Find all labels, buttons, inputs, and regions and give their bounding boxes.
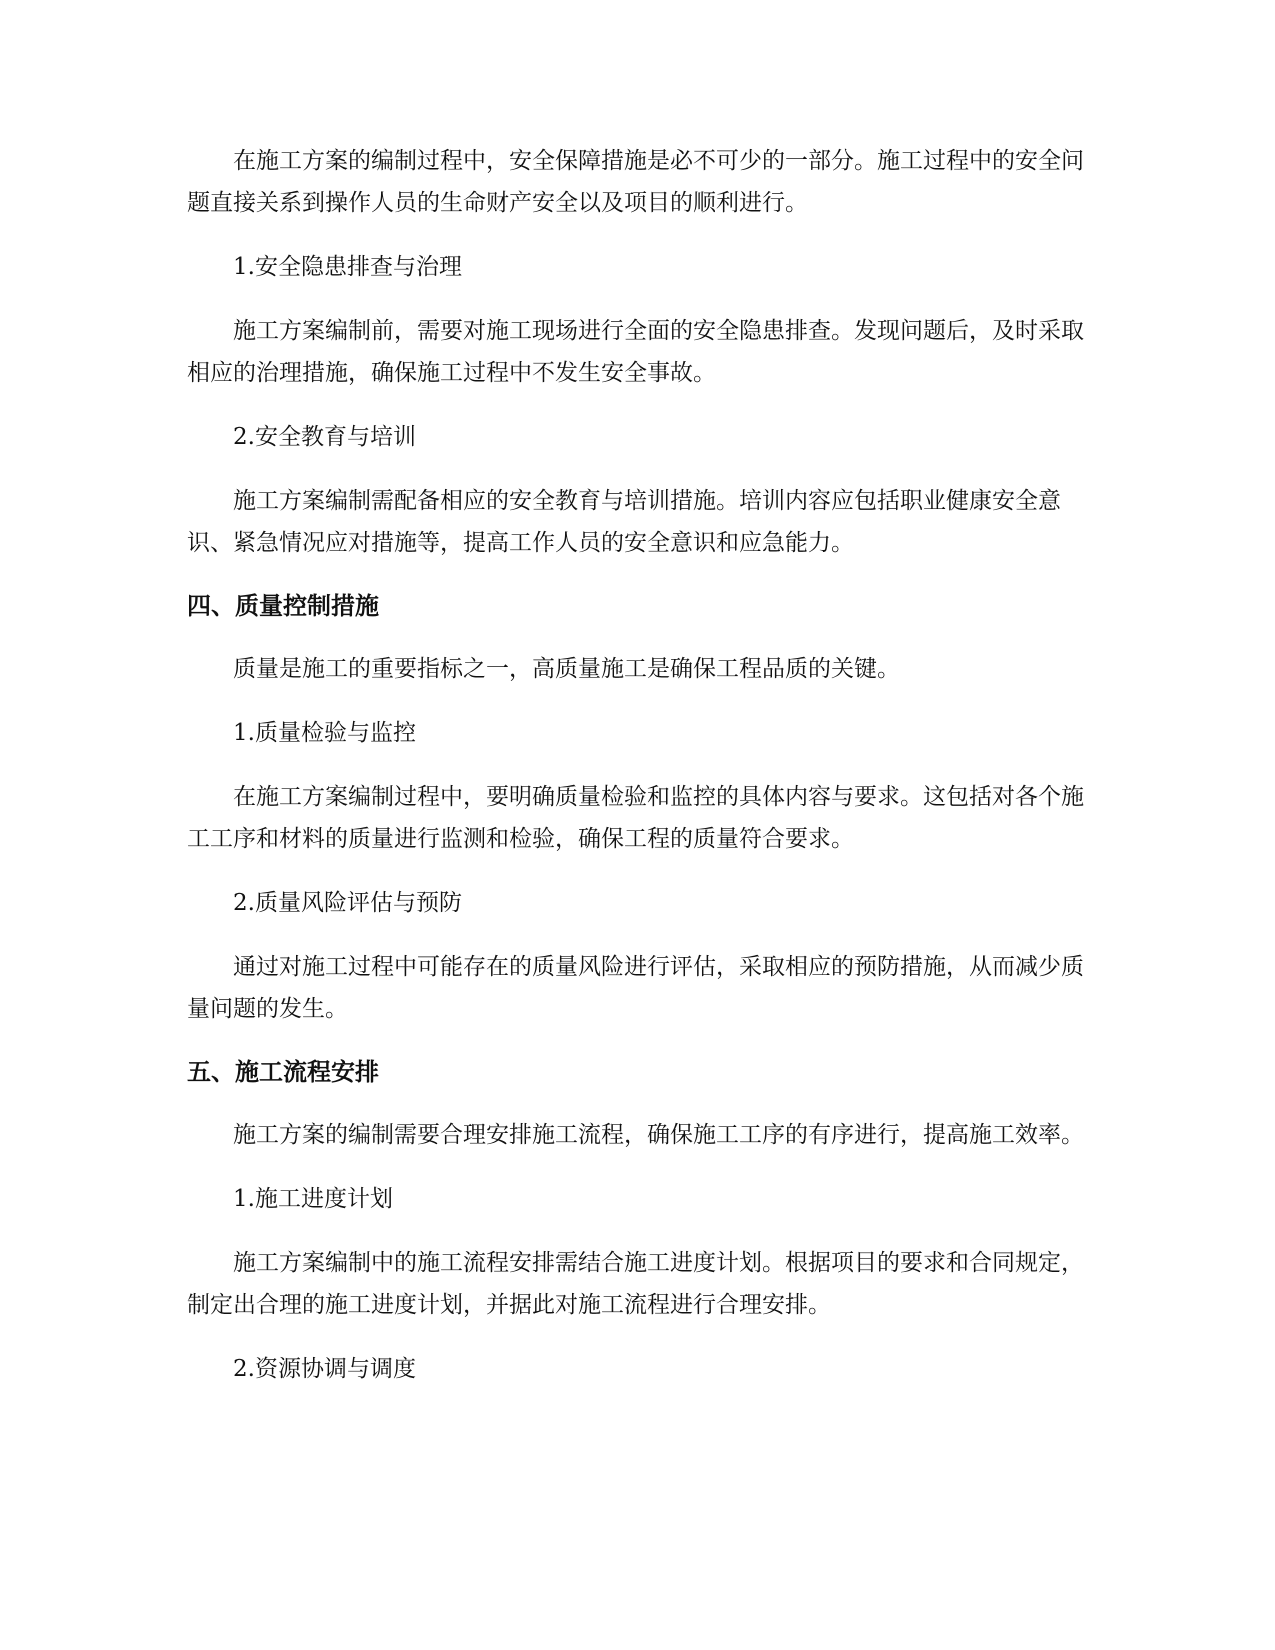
subheading-quality-risk: 2.质量风险评估与预防 [233,890,462,916]
paragraph-safety-training: 施工方案编制需配备相应的安全教育与培训措施。培训内容应包括职业健康安全意识、紧急情况应对措施等，提高工作人员的安全意识和应急能力。 [187,488,1061,556]
subheading-hazard-inspection: 1.安全隐患排查与治理 [233,254,462,280]
subheading-resources: 2.资源协调与调度 [233,1356,416,1382]
paragraph-hazard-inspection: 施工方案编制前，需要对施工现场进行全面的安全隐患排查。发现问题后，及时采取相应的治理措施，确保施工过程中不发生安全事故。 [187,318,1084,386]
subheading-schedule: 1.施工进度计划 [233,1186,393,1212]
paragraph-quality-intro: 质量是施工的重要指标之一，高质量施工是确保工程品质的关键。 [233,656,900,682]
document-page [187,140,1087,1390]
section-heading-quality: 四、质量控制措施 [187,592,379,620]
subheading-quality-inspection: 1.质量检验与监控 [233,720,416,746]
paragraph-schedule: 施工方案编制中的施工流程安排需结合施工进度计划。根据项目的要求和合同规定，制定出合理的施工进度计划，并据此对施工流程进行合理安排。 [187,1250,1084,1318]
paragraph-quality-inspection: 在施工方案编制过程中，要明确质量检验和监控的具体内容与要求。这包括对各个施工工序和材料的质量进行监测和检验，确保工程的质量符合要求。 [187,784,1084,852]
paragraph-safety-intro: 在施工方案的编制过程中，安全保障措施是必不可少的一部分。施工过程中的安全问题直接关系到操作人员的生命财产安全以及项目的顺利进行。 [187,148,1084,216]
section-heading-process: 五、施工流程安排 [187,1058,379,1086]
paragraph-quality-risk: 通过对施工过程中可能存在的质量风险进行评估，采取相应的预防措施，从而减少质量问题的发生。 [187,954,1084,1022]
subheading-safety-training: 2.安全教育与培训 [233,424,416,450]
paragraph-process-intro: 施工方案的编制需要合理安排施工流程，确保施工工序的有序进行，提高施工效率。 [233,1122,1084,1148]
